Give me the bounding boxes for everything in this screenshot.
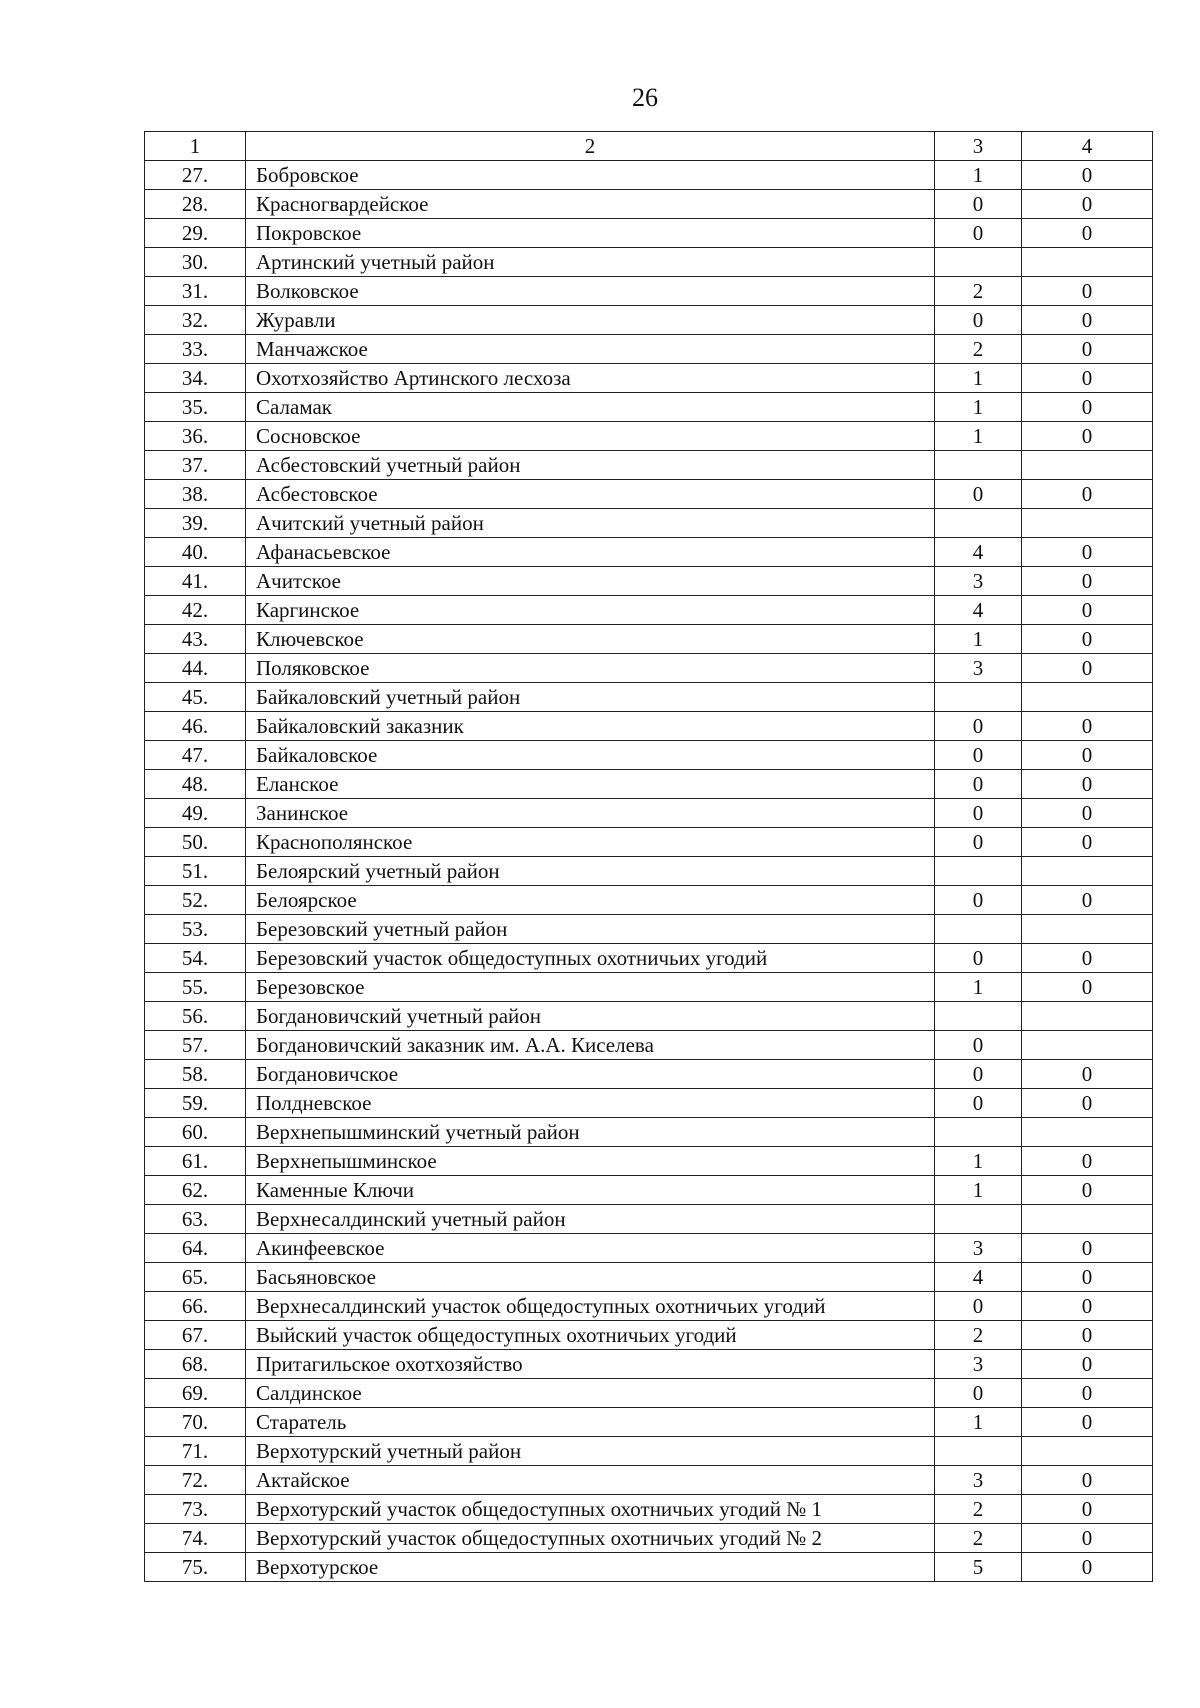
row-number-cell: 63. xyxy=(145,1205,246,1234)
row-name-cell: Верхотурский участок общедоступных охотничьих угодий № 2 xyxy=(246,1524,935,1553)
row-col3-cell: 1 xyxy=(935,422,1022,451)
row-number-cell: 69. xyxy=(145,1379,246,1408)
row-col4-cell: 0 xyxy=(1022,973,1153,1002)
row-name-cell: Красногвардейское xyxy=(246,190,935,219)
column-header-4: 4 xyxy=(1022,132,1153,161)
table-row xyxy=(145,1118,1153,1147)
table-row xyxy=(145,741,1153,770)
row-col3-cell: 3 xyxy=(935,1350,1022,1379)
row-col3-cell xyxy=(935,857,1022,886)
table-row xyxy=(145,277,1153,306)
row-col3-cell xyxy=(935,1002,1022,1031)
row-number-cell: 36. xyxy=(145,422,246,451)
row-col3-cell: 2 xyxy=(935,1524,1022,1553)
row-number-cell: 38. xyxy=(145,480,246,509)
row-col4-cell: 0 xyxy=(1022,1350,1153,1379)
row-col3-cell: 2 xyxy=(935,335,1022,364)
row-number-cell: 46. xyxy=(145,712,246,741)
row-name-cell: Притагильское охотхозяйство xyxy=(246,1350,935,1379)
row-col3-cell: 3 xyxy=(935,1234,1022,1263)
row-name-cell: Ачитский учетный район xyxy=(246,509,935,538)
row-col3-cell: 0 xyxy=(935,480,1022,509)
row-col4-cell xyxy=(1022,915,1153,944)
row-col3-cell: 0 xyxy=(935,1089,1022,1118)
table-row xyxy=(145,712,1153,741)
row-col3-cell: 1 xyxy=(935,1147,1022,1176)
row-name-cell: Саламак xyxy=(246,393,935,422)
row-col3-cell: 0 xyxy=(935,886,1022,915)
row-name-cell: Белоярское xyxy=(246,886,935,915)
row-col3-cell: 2 xyxy=(935,1495,1022,1524)
row-col3-cell: 0 xyxy=(935,944,1022,973)
table-row xyxy=(145,1205,1153,1234)
row-col4-cell: 0 xyxy=(1022,364,1153,393)
row-col3-cell: 1 xyxy=(935,973,1022,1002)
table-row xyxy=(145,625,1153,654)
table-row xyxy=(145,1147,1153,1176)
table-row xyxy=(145,1408,1153,1437)
row-col3-cell xyxy=(935,1205,1022,1234)
row-number-cell: 27. xyxy=(145,161,246,190)
table-row xyxy=(145,1060,1153,1089)
row-name-cell: Салдинское xyxy=(246,1379,935,1408)
row-col4-cell: 0 xyxy=(1022,1495,1153,1524)
row-number-cell: 51. xyxy=(145,857,246,886)
row-name-cell: Байкаловское xyxy=(246,741,935,770)
table-row xyxy=(145,828,1153,857)
row-col4-cell: 0 xyxy=(1022,1060,1153,1089)
row-name-cell: Ключевское xyxy=(246,625,935,654)
row-col3-cell: 1 xyxy=(935,393,1022,422)
row-number-cell: 75. xyxy=(145,1553,246,1582)
row-col3-cell: 1 xyxy=(935,161,1022,190)
row-number-cell: 43. xyxy=(145,625,246,654)
row-col3-cell xyxy=(935,915,1022,944)
column-header-3: 3 xyxy=(935,132,1022,161)
table-row xyxy=(145,393,1153,422)
row-name-cell: Сосновское xyxy=(246,422,935,451)
row-number-cell: 64. xyxy=(145,1234,246,1263)
row-col4-cell: 0 xyxy=(1022,770,1153,799)
row-name-cell: Верхнепышминский учетный район xyxy=(246,1118,935,1147)
row-col4-cell: 0 xyxy=(1022,1234,1153,1263)
row-col4-cell: 0 xyxy=(1022,1147,1153,1176)
row-number-cell: 41. xyxy=(145,567,246,596)
table-row xyxy=(145,219,1153,248)
row-col3-cell xyxy=(935,248,1022,277)
table-row xyxy=(145,1495,1153,1524)
row-col4-cell: 0 xyxy=(1022,886,1153,915)
row-col4-cell: 0 xyxy=(1022,190,1153,219)
table-row xyxy=(145,1176,1153,1205)
row-col3-cell: 3 xyxy=(935,654,1022,683)
row-name-cell: Занинское xyxy=(246,799,935,828)
row-col4-cell: 0 xyxy=(1022,1176,1153,1205)
row-number-cell: 35. xyxy=(145,393,246,422)
table-row xyxy=(145,161,1153,190)
row-name-cell: Бобровское xyxy=(246,161,935,190)
row-col4-cell: 0 xyxy=(1022,277,1153,306)
row-number-cell: 59. xyxy=(145,1089,246,1118)
row-name-cell: Верхотурский участок общедоступных охотничьих угодий № 1 xyxy=(246,1495,935,1524)
row-col3-cell: 0 xyxy=(935,1292,1022,1321)
row-name-cell: Полдневское xyxy=(246,1089,935,1118)
row-name-cell: Покровское xyxy=(246,219,935,248)
row-number-cell: 60. xyxy=(145,1118,246,1147)
table-row xyxy=(145,1321,1153,1350)
row-number-cell: 49. xyxy=(145,799,246,828)
table-row xyxy=(145,596,1153,625)
table-row xyxy=(145,1437,1153,1466)
row-col4-cell: 0 xyxy=(1022,161,1153,190)
row-number-cell: 71. xyxy=(145,1437,246,1466)
row-col4-cell: 0 xyxy=(1022,1408,1153,1437)
row-col4-cell: 0 xyxy=(1022,393,1153,422)
table-row xyxy=(145,335,1153,364)
row-number-cell: 68. xyxy=(145,1350,246,1379)
row-col3-cell: 0 xyxy=(935,190,1022,219)
row-number-cell: 56. xyxy=(145,1002,246,1031)
row-name-cell: Верхнепышминское xyxy=(246,1147,935,1176)
page-number: 26 xyxy=(632,83,658,112)
row-col3-cell: 0 xyxy=(935,219,1022,248)
row-name-cell: Ачитское xyxy=(246,567,935,596)
row-col4-cell: 0 xyxy=(1022,799,1153,828)
row-col4-cell: 0 xyxy=(1022,596,1153,625)
row-name-cell: Актайское xyxy=(246,1466,935,1495)
row-name-cell: Еланское xyxy=(246,770,935,799)
table-body xyxy=(145,132,1153,1582)
row-col4-cell: 0 xyxy=(1022,944,1153,973)
row-number-cell: 58. xyxy=(145,1060,246,1089)
row-name-cell: Выйский участок общедоступных охотничьих угодий xyxy=(246,1321,935,1350)
row-number-cell: 45. xyxy=(145,683,246,712)
row-col3-cell xyxy=(935,1118,1022,1147)
row-number-cell: 29. xyxy=(145,219,246,248)
row-col3-cell: 0 xyxy=(935,306,1022,335)
row-col3-cell: 4 xyxy=(935,596,1022,625)
row-col4-cell xyxy=(1022,1437,1153,1466)
row-name-cell: Волковское xyxy=(246,277,935,306)
table-row xyxy=(145,1292,1153,1321)
table-row xyxy=(145,451,1153,480)
row-number-cell: 72. xyxy=(145,1466,246,1495)
row-col4-cell: 0 xyxy=(1022,480,1153,509)
row-col3-cell: 4 xyxy=(935,538,1022,567)
row-col4-cell: 0 xyxy=(1022,422,1153,451)
row-col3-cell: 1 xyxy=(935,1408,1022,1437)
row-name-cell: Басьяновское xyxy=(246,1263,935,1292)
row-name-cell: Байкаловский заказник xyxy=(246,712,935,741)
table-row xyxy=(145,857,1153,886)
row-name-cell: Березовское xyxy=(246,973,935,1002)
column-header-2: 2 xyxy=(246,132,935,161)
row-number-cell: 31. xyxy=(145,277,246,306)
row-col4-cell: 0 xyxy=(1022,1553,1153,1582)
table-row xyxy=(145,1089,1153,1118)
row-name-cell: Белоярский учетный район xyxy=(246,857,935,886)
row-name-cell: Поляковское xyxy=(246,654,935,683)
row-col4-cell: 0 xyxy=(1022,1321,1153,1350)
row-number-cell: 54. xyxy=(145,944,246,973)
table-row xyxy=(145,770,1153,799)
row-number-cell: 39. xyxy=(145,509,246,538)
row-number-cell: 61. xyxy=(145,1147,246,1176)
row-number-cell: 40. xyxy=(145,538,246,567)
table-row xyxy=(145,915,1153,944)
row-col4-cell: 0 xyxy=(1022,1524,1153,1553)
row-name-cell: Афанасьевское xyxy=(246,538,935,567)
row-name-cell: Старатель xyxy=(246,1408,935,1437)
table-row xyxy=(145,1524,1153,1553)
row-col4-cell xyxy=(1022,857,1153,886)
row-col3-cell: 3 xyxy=(935,1466,1022,1495)
row-number-cell: 50. xyxy=(145,828,246,857)
row-number-cell: 66. xyxy=(145,1292,246,1321)
row-col4-cell: 0 xyxy=(1022,1466,1153,1495)
row-number-cell: 53. xyxy=(145,915,246,944)
row-number-cell: 70. xyxy=(145,1408,246,1437)
row-name-cell: Охотхозяйство Артинского лесхоза xyxy=(246,364,935,393)
row-number-cell: 67. xyxy=(145,1321,246,1350)
table-row xyxy=(145,248,1153,277)
row-name-cell: Богдановичское xyxy=(246,1060,935,1089)
table-row xyxy=(145,509,1153,538)
table-row xyxy=(145,973,1153,1002)
row-col3-cell: 1 xyxy=(935,1176,1022,1205)
row-col4-cell: 0 xyxy=(1022,741,1153,770)
table-row xyxy=(145,1234,1153,1263)
row-number-cell: 28. xyxy=(145,190,246,219)
row-col3-cell: 1 xyxy=(935,625,1022,654)
table-row xyxy=(145,944,1153,973)
table-row xyxy=(145,1263,1153,1292)
table-row xyxy=(145,190,1153,219)
table-row xyxy=(145,567,1153,596)
row-name-cell: Верхнесалдинский учетный район xyxy=(246,1205,935,1234)
row-col4-cell xyxy=(1022,1118,1153,1147)
row-col4-cell xyxy=(1022,451,1153,480)
row-col3-cell xyxy=(935,683,1022,712)
row-col3-cell: 0 xyxy=(935,712,1022,741)
row-name-cell: Каменные Ключи xyxy=(246,1176,935,1205)
row-col3-cell: 0 xyxy=(935,1060,1022,1089)
row-col4-cell: 0 xyxy=(1022,1089,1153,1118)
row-col4-cell: 0 xyxy=(1022,567,1153,596)
row-name-cell: Асбестовское xyxy=(246,480,935,509)
row-col3-cell: 0 xyxy=(935,799,1022,828)
table-header-row xyxy=(145,132,1153,161)
row-name-cell: Акинфеевское xyxy=(246,1234,935,1263)
row-col3-cell: 3 xyxy=(935,567,1022,596)
row-name-cell: Краснополянское xyxy=(246,828,935,857)
table-row xyxy=(145,1379,1153,1408)
row-col3-cell xyxy=(935,1437,1022,1466)
row-col3-cell: 2 xyxy=(935,277,1022,306)
row-name-cell: Верхотурский учетный район xyxy=(246,1437,935,1466)
row-col3-cell: 0 xyxy=(935,741,1022,770)
row-col4-cell xyxy=(1022,248,1153,277)
row-col4-cell: 0 xyxy=(1022,828,1153,857)
table-row xyxy=(145,683,1153,712)
row-number-cell: 42. xyxy=(145,596,246,625)
row-col4-cell xyxy=(1022,509,1153,538)
row-col3-cell: 0 xyxy=(935,1379,1022,1408)
row-name-cell: Асбестовский учетный район xyxy=(246,451,935,480)
row-number-cell: 48. xyxy=(145,770,246,799)
row-number-cell: 52. xyxy=(145,886,246,915)
table-row xyxy=(145,1002,1153,1031)
data-table xyxy=(144,131,1153,1582)
row-name-cell: Байкаловский учетный район xyxy=(246,683,935,712)
row-col4-cell: 0 xyxy=(1022,1292,1153,1321)
row-col4-cell: 0 xyxy=(1022,335,1153,364)
table-row xyxy=(145,1553,1153,1582)
table-row xyxy=(145,1466,1153,1495)
row-col3-cell: 4 xyxy=(935,1263,1022,1292)
table-row xyxy=(145,654,1153,683)
row-col3-cell: 1 xyxy=(935,364,1022,393)
row-col4-cell: 0 xyxy=(1022,654,1153,683)
row-name-cell: Манчажское xyxy=(246,335,935,364)
table-row xyxy=(145,364,1153,393)
table-row xyxy=(145,306,1153,335)
row-name-cell: Богдановичский заказник им. А.А. Киселева xyxy=(246,1031,935,1060)
row-number-cell: 65. xyxy=(145,1263,246,1292)
row-number-cell: 34. xyxy=(145,364,246,393)
table-row xyxy=(145,1350,1153,1379)
row-col3-cell: 0 xyxy=(935,828,1022,857)
row-col3-cell xyxy=(935,509,1022,538)
table-row xyxy=(145,422,1153,451)
row-number-cell: 44. xyxy=(145,654,246,683)
row-number-cell: 57. xyxy=(145,1031,246,1060)
table-row xyxy=(145,886,1153,915)
row-number-cell: 74. xyxy=(145,1524,246,1553)
table-row xyxy=(145,538,1153,567)
row-col3-cell: 5 xyxy=(935,1553,1022,1582)
table-row xyxy=(145,799,1153,828)
row-name-cell: Каргинское xyxy=(246,596,935,625)
row-col4-cell xyxy=(1022,683,1153,712)
table-row xyxy=(145,480,1153,509)
row-col4-cell xyxy=(1022,1205,1153,1234)
row-number-cell: 62. xyxy=(145,1176,246,1205)
row-col4-cell: 0 xyxy=(1022,712,1153,741)
row-col4-cell: 0 xyxy=(1022,1263,1153,1292)
row-number-cell: 37. xyxy=(145,451,246,480)
row-col4-cell xyxy=(1022,1031,1153,1060)
column-header-1: 1 xyxy=(145,132,246,161)
row-col4-cell: 0 xyxy=(1022,306,1153,335)
row-name-cell: Артинский учетный район xyxy=(246,248,935,277)
row-col4-cell: 0 xyxy=(1022,1379,1153,1408)
row-number-cell: 33. xyxy=(145,335,246,364)
row-col4-cell: 0 xyxy=(1022,219,1153,248)
row-number-cell: 30. xyxy=(145,248,246,277)
row-number-cell: 55. xyxy=(145,973,246,1002)
row-col3-cell: 0 xyxy=(935,1031,1022,1060)
row-number-cell: 32. xyxy=(145,306,246,335)
row-name-cell: Журавли xyxy=(246,306,935,335)
row-col4-cell: 0 xyxy=(1022,538,1153,567)
row-name-cell: Березовский учетный район xyxy=(246,915,935,944)
row-number-cell: 73. xyxy=(145,1495,246,1524)
table-row xyxy=(145,1031,1153,1060)
row-col3-cell xyxy=(935,451,1022,480)
row-col3-cell: 0 xyxy=(935,770,1022,799)
row-col3-cell: 2 xyxy=(935,1321,1022,1350)
row-col4-cell xyxy=(1022,1002,1153,1031)
row-name-cell: Богдановичский учетный район xyxy=(246,1002,935,1031)
row-name-cell: Верхотурское xyxy=(246,1553,935,1582)
row-name-cell: Березовский участок общедоступных охотничьих угодий xyxy=(246,944,935,973)
row-name-cell: Верхнесалдинский участок общедоступных охотничьих угодий xyxy=(246,1292,935,1321)
row-col4-cell: 0 xyxy=(1022,625,1153,654)
row-number-cell: 47. xyxy=(145,741,246,770)
